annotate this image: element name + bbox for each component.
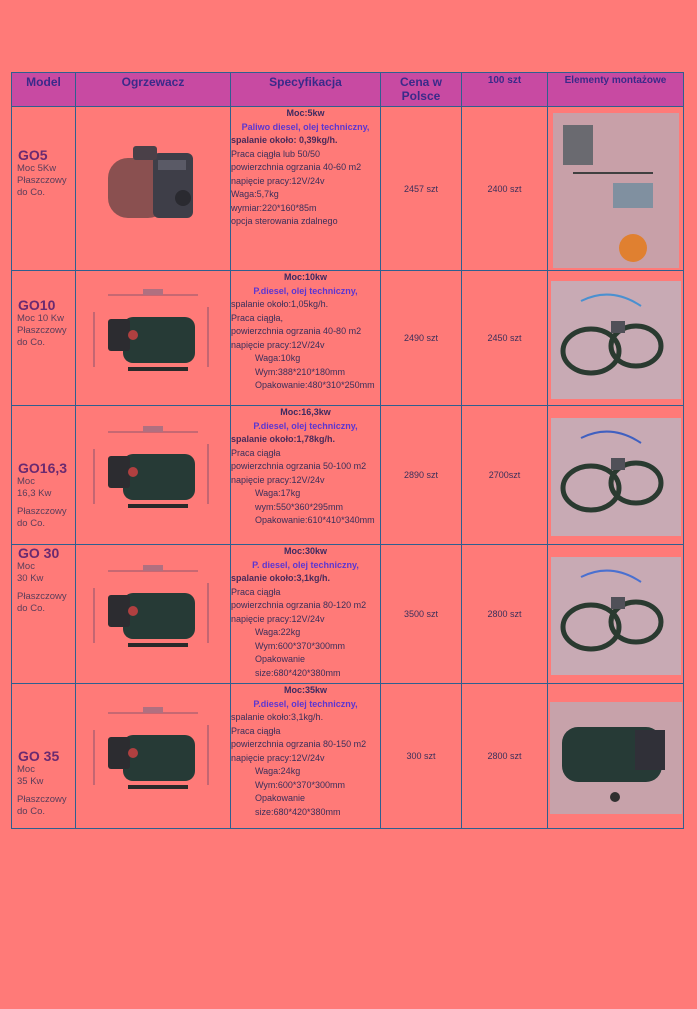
spec-line: Moc:35kw bbox=[283, 685, 327, 695]
model-name: GO10 bbox=[18, 297, 56, 313]
heater-cell bbox=[76, 545, 231, 684]
spec-line: Praca ciągła bbox=[231, 725, 281, 736]
model-detail: 30 Kw bbox=[17, 573, 44, 584]
model-detail: 16,3 Kw bbox=[17, 488, 52, 499]
spec-line: P. diesel, olej techniczny, bbox=[252, 559, 359, 570]
model-detail: do Co. bbox=[17, 337, 45, 348]
model-detail: 35 Kw bbox=[17, 776, 44, 787]
spec-line: powierzchnia ogrzania 40-80 m2 bbox=[231, 326, 362, 336]
spec-line: spalanie około:1,05kg/h. bbox=[231, 299, 329, 309]
heater-drawing bbox=[88, 287, 218, 387]
parts-image bbox=[553, 113, 679, 268]
spec-line: napięcie pracy:12V/24v bbox=[231, 175, 325, 186]
spec-cell bbox=[231, 406, 381, 545]
price-cell: 2890 szt bbox=[381, 406, 462, 545]
spec-line: P.diesel, olej techniczny, bbox=[253, 698, 358, 709]
spec-line: Praca ciągła, bbox=[231, 312, 284, 323]
model-cell bbox=[12, 406, 76, 545]
heater-cell bbox=[76, 271, 231, 406]
spec-line: powierzchnia ogrzania 40-60 m2 bbox=[231, 162, 362, 172]
heater-cell bbox=[76, 684, 231, 829]
spec-line: spalanie około:3,1kg/h. bbox=[231, 712, 324, 722]
header-price: Cena w Polsce bbox=[381, 73, 462, 107]
spec-line: Waga:22kg bbox=[255, 627, 301, 637]
model-detail: Moc 5Kw bbox=[17, 163, 57, 174]
model-cell bbox=[12, 271, 76, 406]
spec-line: Opakowanie bbox=[255, 793, 306, 803]
parts-cell bbox=[548, 545, 684, 684]
spec-line: spalanie około:3,1kg/h. bbox=[231, 573, 331, 583]
parts-cell bbox=[548, 406, 684, 545]
spec-line: Moc:10kw bbox=[283, 272, 327, 282]
spec-line: Waga:10kg bbox=[255, 353, 301, 363]
spec-line: Praca ciągła lub 50/50 bbox=[231, 148, 321, 159]
spec-line: Moc:16,3kw bbox=[280, 407, 331, 417]
spec-line: napięcie pracy:12V/24v bbox=[231, 339, 325, 350]
spec-line: P.diesel, olej techniczny, bbox=[253, 285, 358, 296]
table-row bbox=[12, 271, 684, 406]
heater-cell bbox=[76, 406, 231, 545]
model-detail: Płaszczowy bbox=[17, 591, 67, 602]
model-cell bbox=[12, 107, 76, 271]
model-detail: Płaszczowy bbox=[17, 506, 67, 517]
header-parts: Elementy montażowe bbox=[548, 73, 684, 107]
parts-cell bbox=[548, 107, 684, 271]
spec-line: Moc:5kw bbox=[286, 108, 325, 118]
spec-line: opcja sterowania zdalnego bbox=[231, 216, 338, 226]
table-header-row bbox=[12, 73, 684, 107]
heater-drawing bbox=[88, 563, 218, 663]
spec-cell bbox=[231, 107, 381, 271]
table-row bbox=[12, 545, 684, 684]
spec-line: Wym:600*370*300mm bbox=[255, 779, 345, 790]
spec-line: size:680*420*380mm bbox=[255, 806, 341, 817]
spec-line: Opakowanie:480*310*250mm bbox=[255, 380, 375, 390]
spec-line: Opakowanie bbox=[255, 654, 306, 664]
parts-cell bbox=[548, 271, 684, 406]
spec-line: Praca ciągła bbox=[231, 586, 281, 597]
price-cell: 300 szt bbox=[381, 684, 462, 829]
spec-line: powierzchnia ogrzania 80-120 m2 bbox=[231, 600, 367, 610]
spec-line: powierzchnia ogrzania 50-100 m2 bbox=[231, 461, 367, 471]
spec-line: powierzchnia ogrzania 80-150 m2 bbox=[231, 739, 367, 749]
table-row bbox=[12, 684, 684, 829]
header-model: Model bbox=[12, 73, 76, 107]
spec-line: napięcie pracy:12V/24v bbox=[231, 752, 325, 763]
header-spec: Specyfikacja bbox=[231, 73, 381, 107]
model-detail: Moc bbox=[17, 476, 35, 487]
spec-line: Wym:600*370*300mm bbox=[255, 640, 345, 651]
spec-line: spalanie około: 0,39kg/h. bbox=[231, 135, 338, 145]
spec-line: Waga:17kg bbox=[255, 488, 301, 498]
spec-line: size:680*420*380mm bbox=[255, 667, 341, 678]
heater-cell bbox=[76, 107, 231, 271]
model-cell bbox=[12, 545, 76, 684]
spec-line: wymiar:220*160*85m bbox=[231, 202, 317, 213]
heater-drawing bbox=[88, 424, 218, 524]
spec-cell bbox=[231, 684, 381, 829]
model-detail: do Co. bbox=[17, 603, 45, 614]
spec-line: Waga:24kg bbox=[255, 766, 301, 776]
header-heater: Ogrzewacz bbox=[76, 73, 231, 107]
model-detail: do Co. bbox=[17, 806, 45, 817]
spec-line: P.diesel, olej techniczny, bbox=[253, 420, 358, 431]
model-name: GO16,3 bbox=[18, 460, 68, 476]
spec-line: napięcie pracy:12V/24v bbox=[231, 613, 325, 624]
model-detail: do Co. bbox=[17, 187, 45, 198]
spec-line: wym:550*360*295mm bbox=[255, 501, 344, 512]
model-detail: Płaszczowy bbox=[17, 794, 67, 805]
header-qty: 100 szt bbox=[462, 73, 548, 107]
spec-cell bbox=[231, 545, 381, 684]
parts-image bbox=[551, 557, 681, 675]
price-cell: 2490 szt bbox=[381, 271, 462, 406]
heater-image bbox=[98, 138, 208, 238]
parts-image bbox=[551, 281, 681, 399]
spec-line: Praca ciągła bbox=[231, 447, 281, 458]
price-cell: 2457 szt bbox=[381, 107, 462, 271]
model-name: GO 30 bbox=[18, 545, 60, 561]
model-cell bbox=[12, 684, 76, 829]
table-row bbox=[12, 406, 684, 545]
model-detail: do Co. bbox=[17, 518, 45, 529]
spec-line: Waga:5,7kg bbox=[231, 189, 279, 199]
model-detail: Płaszczowy bbox=[17, 325, 67, 336]
qty-price-cell: 2700szt bbox=[462, 406, 548, 545]
parts-image bbox=[550, 702, 682, 814]
price-cell: 3500 szt bbox=[381, 545, 462, 684]
spec-line: napięcie pracy:12V/24v bbox=[231, 474, 325, 485]
spec-line: Wym:388*210*180mm bbox=[255, 366, 345, 377]
heater-drawing bbox=[88, 705, 218, 805]
parts-image bbox=[551, 418, 681, 536]
spec-cell bbox=[231, 271, 381, 406]
spec-line: Moc:30kw bbox=[283, 546, 327, 556]
table-row bbox=[12, 107, 684, 271]
product-table bbox=[11, 72, 684, 829]
model-detail: Płaszczowy bbox=[17, 175, 67, 186]
model-detail: Moc 10 Kw bbox=[17, 313, 64, 324]
qty-price-cell: 2800 szt bbox=[462, 545, 548, 684]
spec-line: Opakowanie:610*410*340mm bbox=[255, 515, 375, 525]
qty-price-cell: 2800 szt bbox=[462, 684, 548, 829]
model-detail: Moc bbox=[17, 561, 35, 572]
model-name: GO 35 bbox=[18, 748, 60, 764]
model-name: GO5 bbox=[18, 147, 48, 163]
parts-cell bbox=[548, 684, 684, 829]
model-detail: Moc bbox=[17, 764, 35, 775]
qty-price-cell: 2450 szt bbox=[462, 271, 548, 406]
qty-price-cell: 2400 szt bbox=[462, 107, 548, 271]
spec-line: Paliwo diesel, olej techniczny, bbox=[241, 121, 370, 132]
spec-line: spalanie około:1,78kg/h. bbox=[231, 434, 336, 444]
